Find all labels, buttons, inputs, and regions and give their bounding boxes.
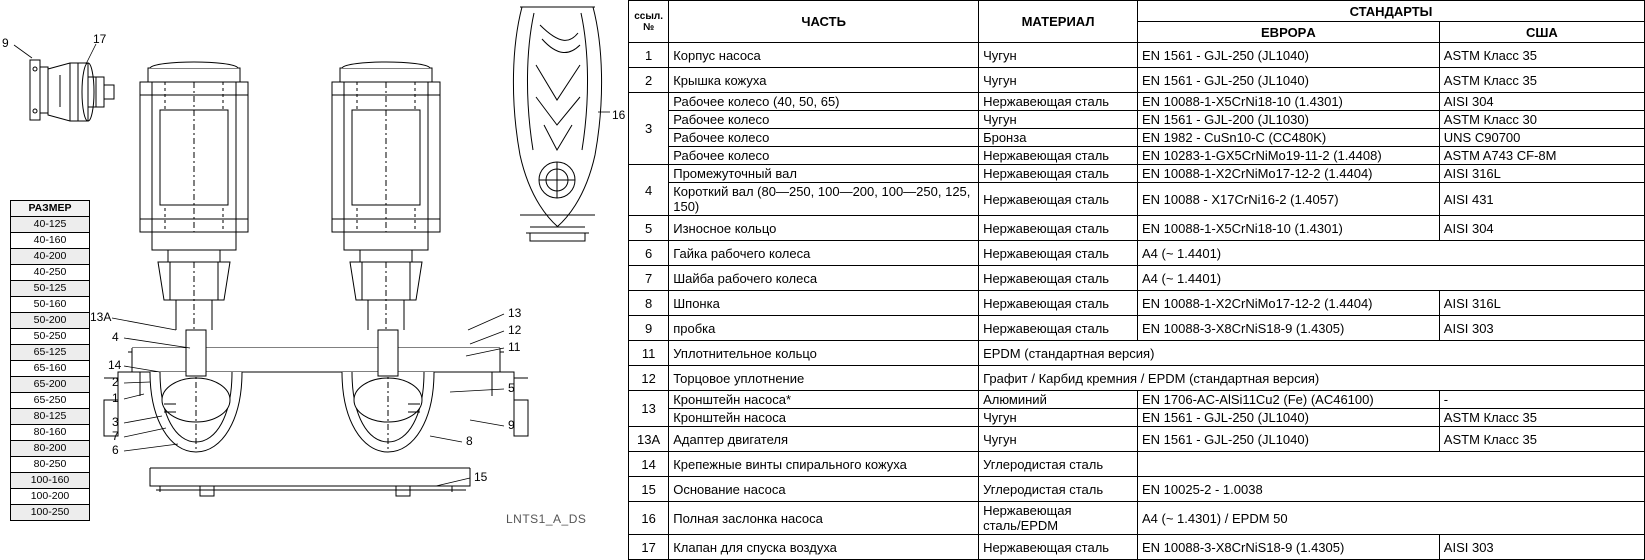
cell-us: AISI 303 xyxy=(1439,535,1644,560)
table-row xyxy=(629,68,1645,93)
size-row: 80-160 xyxy=(11,425,90,441)
table-row xyxy=(629,147,1645,165)
cell-ref: 14 xyxy=(629,452,669,477)
callout-9-top: 9 xyxy=(2,36,9,50)
size-row: 40-160 xyxy=(11,233,90,249)
cell-eu: EN 1561 - GJL-250 (JL1040) xyxy=(1138,43,1440,68)
cell-ref: 6 xyxy=(629,241,669,266)
callout-5: 5 xyxy=(508,381,515,395)
header-standards: СТАНДАРТЫ xyxy=(1138,1,1645,22)
cell-ref: 4 xyxy=(629,165,669,216)
header-ref: ссыл. № xyxy=(629,1,669,43)
callout-6: 6 xyxy=(112,443,119,457)
size-row: 50-250 xyxy=(11,329,90,345)
cell-ref: 13A xyxy=(629,427,669,452)
pump-drawing xyxy=(0,0,628,543)
callout-1: 1 xyxy=(112,391,119,405)
table-row xyxy=(629,266,1645,291)
cell-us: ASTM Класс 30 xyxy=(1439,111,1644,129)
cell-material: Нержавеющая сталь xyxy=(979,216,1138,241)
cell-material: EPDM (стандартная версия) xyxy=(979,341,1645,366)
cell-ref: 7 xyxy=(629,266,669,291)
size-row: 100-200 xyxy=(11,489,90,505)
cell-eu: EN 10025-2 - 1.0038 xyxy=(1138,477,1645,502)
cell-part: Полная заслонка насоса xyxy=(669,502,979,535)
cell-material: Нержавеющая сталь xyxy=(979,535,1138,560)
cell-part: Износное кольцо xyxy=(669,216,979,241)
parts-table xyxy=(628,0,1645,560)
table-row xyxy=(629,183,1645,216)
cell-ref: 9 xyxy=(629,316,669,341)
table-row xyxy=(629,535,1645,560)
parts-table-wrap xyxy=(628,0,1645,555)
pump-cross-section-svg xyxy=(0,0,628,543)
table-row xyxy=(629,43,1645,68)
cell-material: Чугун xyxy=(979,43,1138,68)
cell-eu: EN 1561 - GJL-250 (JL1040) xyxy=(1138,68,1440,93)
cell-material: Нержавеющая сталь xyxy=(979,241,1138,266)
table-row xyxy=(629,291,1645,316)
cell-ref: 17 xyxy=(629,535,669,560)
header-usa: США xyxy=(1439,22,1644,43)
cell-part: Кронштейн насоса* xyxy=(669,391,979,409)
header-europe: ЕВРОPА xyxy=(1138,22,1440,43)
cell-part: Короткий вал (80—250, 100—200, 100—250, 125, 150) xyxy=(669,183,979,216)
callout-4: 4 xyxy=(112,330,119,344)
cell-ref: 15 xyxy=(629,477,669,502)
size-row: 50-200 xyxy=(11,313,90,329)
cell-us: - xyxy=(1439,391,1644,409)
size-row: 100-160 xyxy=(11,473,90,489)
callout-13a: 13A xyxy=(90,310,112,324)
cell-ref: 2 xyxy=(629,68,669,93)
cell-ref: 3 xyxy=(629,93,669,165)
cell-material: Чугун xyxy=(979,111,1138,129)
callout-16: 16 xyxy=(612,108,626,122)
cell-part: пробка xyxy=(669,316,979,341)
drawing-caption: LNTS1_A_DS xyxy=(506,512,587,526)
header-part: ЧАСТЬ xyxy=(669,1,979,43)
cell-part: Рабочее колесо (40, 50, 65) xyxy=(669,93,979,111)
size-row: 40-250 xyxy=(11,265,90,281)
cell-part: Корпус насоса xyxy=(669,43,979,68)
cell-us: ASTM Класс 35 xyxy=(1439,427,1644,452)
cell-eu: EN 10088-1-X5CrNi18-10 (1.4301) xyxy=(1138,216,1440,241)
size-row: 40-200 xyxy=(11,249,90,265)
table-row xyxy=(629,391,1645,409)
cell-material: Углеродистая сталь xyxy=(979,477,1138,502)
cell-part: Гайка рабочего колеса xyxy=(669,241,979,266)
cell-material: Нержавеющая сталь xyxy=(979,93,1138,111)
table-row xyxy=(629,316,1645,341)
callout-13: 13 xyxy=(508,306,522,320)
cell-material: Нержавеющая сталь xyxy=(979,147,1138,165)
cell-ref: 1 xyxy=(629,43,669,68)
table-row xyxy=(629,165,1645,183)
cell-ref: 13 xyxy=(629,391,669,427)
callout-9: 9 xyxy=(508,418,515,432)
cell-part: Крепежные винты спирального кожуха xyxy=(669,452,979,477)
cell-part: Клапан для спуска воздуха xyxy=(669,535,979,560)
cell-part: Рабочее колесо xyxy=(669,129,979,147)
cell-material: Чугун xyxy=(979,427,1138,452)
table-row xyxy=(629,502,1645,535)
callout-3: 3 xyxy=(112,415,119,429)
callout-8: 8 xyxy=(466,434,473,448)
table-row xyxy=(629,341,1645,366)
cell-eu: EN 1706-AC-AlSi11Cu2 (Fe) (AC46100) xyxy=(1138,391,1440,409)
cell-material: Чугун xyxy=(979,68,1138,93)
size-table xyxy=(10,200,90,521)
cell-eu: EN 10088-3-X8CrNiS18-9 (1.4305) xyxy=(1138,316,1440,341)
cell-material: Нержавеющая сталь xyxy=(979,165,1138,183)
table-row xyxy=(629,409,1645,427)
cell-us: AISI 316L xyxy=(1439,291,1644,316)
size-row: 65-250 xyxy=(11,393,90,409)
callout-7: 7 xyxy=(112,429,119,443)
table-row xyxy=(629,93,1645,111)
table-row xyxy=(629,452,1645,477)
callout-2: 2 xyxy=(112,375,119,389)
cell-eu: EN 10088-1-X2CrNiMo17-12-2 (1.4404) xyxy=(1138,291,1440,316)
cell-us: AISI 316L xyxy=(1439,165,1644,183)
cell-eu: A4 (~ 1.4301) / EPDM 50 xyxy=(1138,502,1645,535)
callout-14: 14 xyxy=(108,358,122,372)
header-material: МАТЕРИАЛ xyxy=(979,1,1138,43)
cell-eu: EN 10088-3-X8CrNiS18-9 (1.4305) xyxy=(1138,535,1440,560)
size-row: 100-250 xyxy=(11,505,90,521)
cell-material: Нержавеющая сталь xyxy=(979,291,1138,316)
table-row xyxy=(629,216,1645,241)
cell-ref: 16 xyxy=(629,502,669,535)
cell-part: Крышка кожуха xyxy=(669,68,979,93)
cell-ref: 5 xyxy=(629,216,669,241)
cell-eu: EN 10283-1-GX5CrNiMo19-11-2 (1.4408) xyxy=(1138,147,1440,165)
cell-part: Рабочее колесо xyxy=(669,147,979,165)
callout-12: 12 xyxy=(508,323,522,337)
size-row: 80-125 xyxy=(11,409,90,425)
cell-us: AISI 431 xyxy=(1439,183,1644,216)
size-row: 65-125 xyxy=(11,345,90,361)
size-row: 65-160 xyxy=(11,361,90,377)
cell-material: Нержавеющая сталь xyxy=(979,266,1138,291)
cell-eu: EN 1561 - GJL-200 (JL1030) xyxy=(1138,111,1440,129)
table-row xyxy=(629,111,1645,129)
cell-material: Нержавеющая сталь xyxy=(979,183,1138,216)
cell-us: AISI 303 xyxy=(1439,316,1644,341)
table-row xyxy=(629,477,1645,502)
cell-part: Адаптер двигателя xyxy=(669,427,979,452)
cell-eu: EN 1982 - CuSn10-C (CC480K) xyxy=(1138,129,1440,147)
table-row xyxy=(629,366,1645,391)
cell-material: Алюминий xyxy=(979,391,1138,409)
cell-eu: A4 (~ 1.4401) xyxy=(1138,266,1645,291)
cell-eu xyxy=(1138,452,1645,477)
cell-material: Нержавеющая сталь/EPDM xyxy=(979,502,1138,535)
cell-material: Углеродистая сталь xyxy=(979,452,1138,477)
cell-part: Кронштейн насоса xyxy=(669,409,979,427)
cell-ref: 11 xyxy=(629,341,669,366)
size-row: 50-125 xyxy=(11,281,90,297)
callout-17: 17 xyxy=(93,32,107,46)
size-row: 50-160 xyxy=(11,297,90,313)
size-table-header: РАЗМЕР xyxy=(11,201,90,217)
cell-part: Рабочее колесо xyxy=(669,111,979,129)
cell-ref: 12 xyxy=(629,366,669,391)
callout-15: 15 xyxy=(474,470,488,484)
table-row xyxy=(629,129,1645,147)
table-row xyxy=(629,241,1645,266)
cell-us: ASTM Класс 35 xyxy=(1439,409,1644,427)
cell-eu: EN 1561 - GJL-250 (JL1040) xyxy=(1138,427,1440,452)
size-row: 80-250 xyxy=(11,457,90,473)
cell-us: ASTM Класс 35 xyxy=(1439,68,1644,93)
cell-part: Шайба рабочего колеса xyxy=(669,266,979,291)
cell-eu: A4 (~ 1.4401) xyxy=(1138,241,1645,266)
cell-us: ASTM A743 CF-8M xyxy=(1439,147,1644,165)
cell-material: Чугун xyxy=(979,409,1138,427)
cell-eu: EN 10088-1-X5CrNi18-10 (1.4301) xyxy=(1138,93,1440,111)
callout-11: 11 xyxy=(508,340,521,354)
cell-part: Шпонка xyxy=(669,291,979,316)
cell-eu: EN 10088-1-X2CrNiMo17-12-2 (1.4404) xyxy=(1138,165,1440,183)
cell-us: AISI 304 xyxy=(1439,93,1644,111)
cell-part: Основание насоса xyxy=(669,477,979,502)
table-row xyxy=(629,427,1645,452)
cell-material: Графит / Карбид кремния / EPDM (стандартная версия) xyxy=(979,366,1645,391)
cell-us: ASTM Класс 35 xyxy=(1439,43,1644,68)
size-row: 80-200 xyxy=(11,441,90,457)
cell-part: Промежуточный вал xyxy=(669,165,979,183)
cell-us: AISI 304 xyxy=(1439,216,1644,241)
cell-material: Бронза xyxy=(979,129,1138,147)
cell-eu: EN 10088 - X17CrNi16-2 (1.4057) xyxy=(1138,183,1440,216)
size-row: 65-200 xyxy=(11,377,90,393)
cell-ref: 8 xyxy=(629,291,669,316)
size-row: 40-125 xyxy=(11,217,90,233)
cell-eu: EN 1561 - GJL-250 (JL1040) xyxy=(1138,409,1440,427)
cell-us: UNS C90700 xyxy=(1439,129,1644,147)
cell-part: Уплотнительное кольцо xyxy=(669,341,979,366)
cell-part: Торцовое уплотнение xyxy=(669,366,979,391)
cell-material: Нержавеющая сталь xyxy=(979,316,1138,341)
